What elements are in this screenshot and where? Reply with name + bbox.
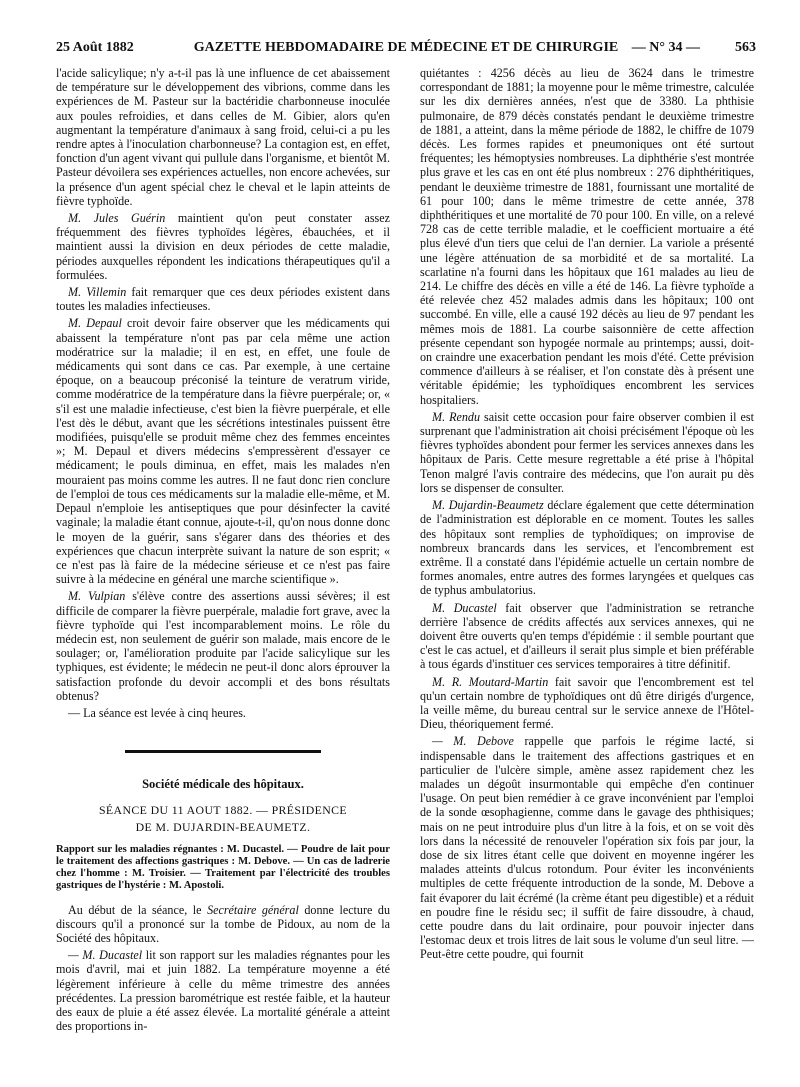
paragraph [56, 316, 390, 586]
paragraph-text: fait savoir que l'encombrement est tel qu'un certain nombre de typhoïdiques ont dû être dirigés d'urgence, la veille même, du bureau central sur le service annexe de l'Hôtel-Dieu, théoriquement fermé. [420, 674, 754, 732]
speaker-name: — M. Ducastel [68, 948, 143, 963]
speaker-name: M. Villemin [68, 285, 127, 300]
paragraph [56, 948, 390, 1033]
header-date: 25 Août 1882 [56, 40, 134, 55]
paragraph-text: s'élève contre des assertions aussi sévères; il est difficile de comparer la fièvre puerpérale, maladie fort grave, avec la fièvre typhoïde qui l'est incomparablement moins. Le rôle du médecin est, non seulement de guérir son malade, mais encore de le soulager; or, l'amélioration produite par l'acide salicylique sur les typhiques, est évidente; le médecin ne peut-il donc alors éprouver la satisfaction profonde du devoir accompli et des bons résultats obtenus? [56, 589, 390, 703]
speaker-name: M. Depaul [68, 316, 122, 331]
paragraph-text: lit son rapport sur les maladies régnantes pour les mois d'avril, mai et juin 1882. La température moyenne a été légèrement inférieure à celle du même trimestre des années précédentes. La pression barométrique est restée faible, et la hauteur des eaux de pluie a été assez élevée. La mortalité générale a atteint des proportions in- [56, 948, 390, 1034]
speaker-name: M. Vulpian [68, 589, 126, 604]
page-number: 563 [735, 40, 756, 55]
paragraph [420, 675, 754, 732]
speaker-name: M. Dujardin-Beaumetz [432, 498, 544, 513]
speaker-name: M. Jules Guérin [68, 211, 166, 226]
paragraph [420, 601, 754, 672]
session-summary: Rapport sur les maladies régnantes : M. Ducastel. — Poudre de lait pour le traitement des affections gastriques : M. Debove. — Un cas de ladrerie chez l'homme : M. Troisier. — Traitement par l'électricité des troubles gastriques de l'hystérie : M. Apostoli. [56, 843, 390, 892]
paragraph-text: donne lecture du discours qu'il a prononcé sur la tombe de Pidoux, au nom de la Société des hôpitaux. [56, 902, 390, 945]
paragraph-text: rappelle que parfois le régime lacté, si indispensable dans le traitement des affections gastriques et en particulier de l'ulcère simple, amène assez rapidement chez les malades un dégoût insurmontable qui empêche d'en continuer l'usage. On peut bien remédier à ce grave inconvénient par l'emploi de la sonde œsophagienne, comme dans le gavage des phthisiques; mais on ne peut introduire plus d'un litre à la fois, et on se voit dès lors dans la nécessité de renouveler l'opération six fois par jour, la dose de six litres étant celle que doivent en moyenne ingérer les malades atteints d'ulcus rotondum. Pour éviter les inconvénients multiples de cette fréquente introduction de la sonde, M. Debove a fait évaporer du lait écrémé (la crème étant peu digestible) et a réduit en poudre fine le résidu sec; il suffit de faire dissoudre, à chaud, cette poudre dans du lait ordinaire, pour pouvoir injecter dans l'estomac deux et trois litres de lait sous le volume d'un seul litre. — Peut-être cette poudre, qui fournit [420, 734, 754, 962]
speaker-name: M. R. Moutard-Martin [432, 674, 549, 689]
paragraph-text: maintient qu'on peut constater assez fréquemment des fièvres typhoïdes légères, ébauchées, et il maintient aussi la division en deux périodes de cette maladie, périodes auxquelles répondent les indications thérapeutiques qu'il a formulées. [56, 211, 390, 282]
journal-title: GAZETTE HEBDOMADAIRE DE MÉDECINE ET DE CHIRURGIE [193, 40, 619, 55]
presidency-line: DE M. DUJARDIN-BEAUMETZ. [135, 819, 311, 834]
right-column [420, 66, 754, 1076]
section-title: Société médicale des hôpitaux. [142, 777, 304, 792]
paragraph-text: saisit cette occasion pour faire observer combien il est surprenant que l'administration ait choisi précisément l'époque où les fièvres typhoïdes abondent pour fermer les services annexes dans les hôpitaux de Paris. Cette mesure regrettable a été prise à l'hôpital Tenon malgré l'avis contraire des médecins, que l'on aurait pu dès lors se dispenser de consulter. [420, 409, 754, 495]
session-line: SÉANCE DU 11 AOUT 1882. — PRÉSIDENCE [98, 803, 348, 818]
paragraph [420, 410, 754, 495]
running-header [56, 40, 756, 62]
left-column [56, 66, 390, 1076]
speaker-name: M. Rendu [432, 409, 481, 424]
paragraph-text: fait remarquer que ces deux périodes existent dans toutes les maladies infectieuses. [56, 285, 390, 314]
issue-number: — N° 34 — [631, 40, 700, 55]
paragraph [56, 211, 390, 282]
paragraph: l'acide salicylique; n'y a-t-il pas là une influence de cet abaissement de température sur le développement des vibrions, comme dans les expériences de M. Pasteur sur la bactéridie charbonneuse inoculée aux poules refroidies, et dans celles de M. Gibier, alors qu'en augmentant la température d'animaux à sang froid, celui-ci a pu les rendre aptes à l'inoculation charbonneuse? La contagion est, en effet, fonction d'un agent vivant qui pullule dans l'organisme, et bientôt M. Pasteur dévoilera ses expériences actuelles, non encore achevées, sur la présence d'un agent spécial chez le cheval et le lapin atteints de fièvre typhoïde. [56, 66, 390, 208]
paragraph [420, 498, 754, 597]
section-divider [125, 750, 321, 753]
paragraph [56, 903, 390, 946]
paragraph [56, 285, 390, 313]
paragraph-text: déclare également que cette détermination de l'administration est déplorable en ce moment. Toutes les salles des hôpitaux sont remplies de typhoïdiques; on improvise de nombreux brancards dans les services, et l'encombrement est extrême. Il a constaté dans l'épidémie actuelle un certain nombre de formes anomales, entre autres des formes laryngées et quelques cas de typhus ambulatorius. [420, 498, 754, 598]
paragraph-text: croit devoir faire observer que les médicaments qui abaissent la température n'ont pas par cela même une action modératrice sur la maladie; il en est, en effet, une foule de médicaments qui sont dans ce cas. Par exemple, à une certaine époque, on a beaucoup préconisé la teinture de veratrum viride, comme modératrice de la température dans la fièvre puerpérale; or, « s'il est une maladie infectieuse, c'est bien la fièvre puerpérale, et elle l'est dès le début, avant que les sécrétions intestinales puissent être modifiées, puisqu'elle se produit même chez des femmes enceintes »; M. Depaul et divers médecins s'empressèrent d'essayer ce médicament; le pouls diminua, en effet, mais les malades n'en mouraient pas moins comme les autres. Il ne faut donc rien conclure de l'emploi de tous ces médicaments sur la maladie elle-même, et M. Depaul n'emploie les antiseptiques que pour désinfecter la cavité vaginale; la maladie étant connue, ajoute-t-il, qu'on nous donne donc le moyen de la guérir, sans s'égarer dans des théories et des expériences que chacun interprète suivant la nature de son esprit; « ce n'est pas là faire de la médecine sérieuse et ce n'est pas faire suivre à la médecine en général une marche scientifique ». [56, 316, 390, 587]
speaker-name: M. Ducastel [432, 600, 497, 615]
speaker-name: — M. Debove [432, 734, 514, 749]
paragraph: — La séance est levée à cinq heures. [68, 705, 246, 720]
paragraph-text: Au début de la séance, le [68, 902, 208, 917]
paragraph: quiétantes : 4256 décès au lieu de 3624 dans le trimestre correspondant de 1881; la moyenne pour le même trimestre, calculée sur les dix dernières années, n'est que de 3380. La phthisie pulmonaire, de 879 décès constatés pendant le deuxième trimestre de 1881, a atteint, dans la même période de 1882, le chiffre de 1079 décès. Les formes rapides et pneumoniques ont été surtout fréquentes; les hémoptysies nombreuses. La diphthérie s'est montrée plus grave et les cas en ont été plus nombreux : 276 diphthéritiques, pendant le deuxième trimestre de 1881, fournissant une mortalité de 61 pour 100; dans le même trimestre de cette année, 378 diphthéritiques et une mortalité de 70 pour 100. En ville, on a relevé 728 cas de cette terrible maladie, et le coefficient mortuaire a été plus élevé d'un tiers que celui de l'an dernier. La variole a présenté une légère atténuation de sa morbidité et de sa mortalité. La scarlatine n'a fourni dans les hôpitaux que 161 malades au lieu de 214. Le chiffre des décès en ville a été de 146. La fièvre typhoïde a été relevée chez 452 malades admis dans les hôpitaux; 100 ont succombé. En ville, elle a causé 192 décès au lieu de 97 pendant les mêmes mois de 1881. La courbe saisonnière de cette affection présente cependant son hypogée normale au printemps; aussi, doit-on craindre une exacerbation pendant les mois d'été. Cette prévision commence d'ailleurs à se réaliser, et l'on constate dès à présent une véritable épidémie; les typhoïdiques encombrent les services hospitaliers. [420, 66, 754, 407]
paragraph [420, 734, 754, 961]
paragraph-text: fait observer que l'administration se retranche derrière l'absence de crédits affectés aux services annexes, qui ne doivent être ouverts qu'en temps d'épidémie : il semble pourtant que c'est le cas actuel, et d'ailleurs il serait plus simple et bien préférable à tous égards d'instituer ces services temporaires à titre définitif. [420, 600, 754, 672]
speaker-name: Secrétaire général [207, 902, 299, 917]
paragraph [56, 589, 390, 703]
